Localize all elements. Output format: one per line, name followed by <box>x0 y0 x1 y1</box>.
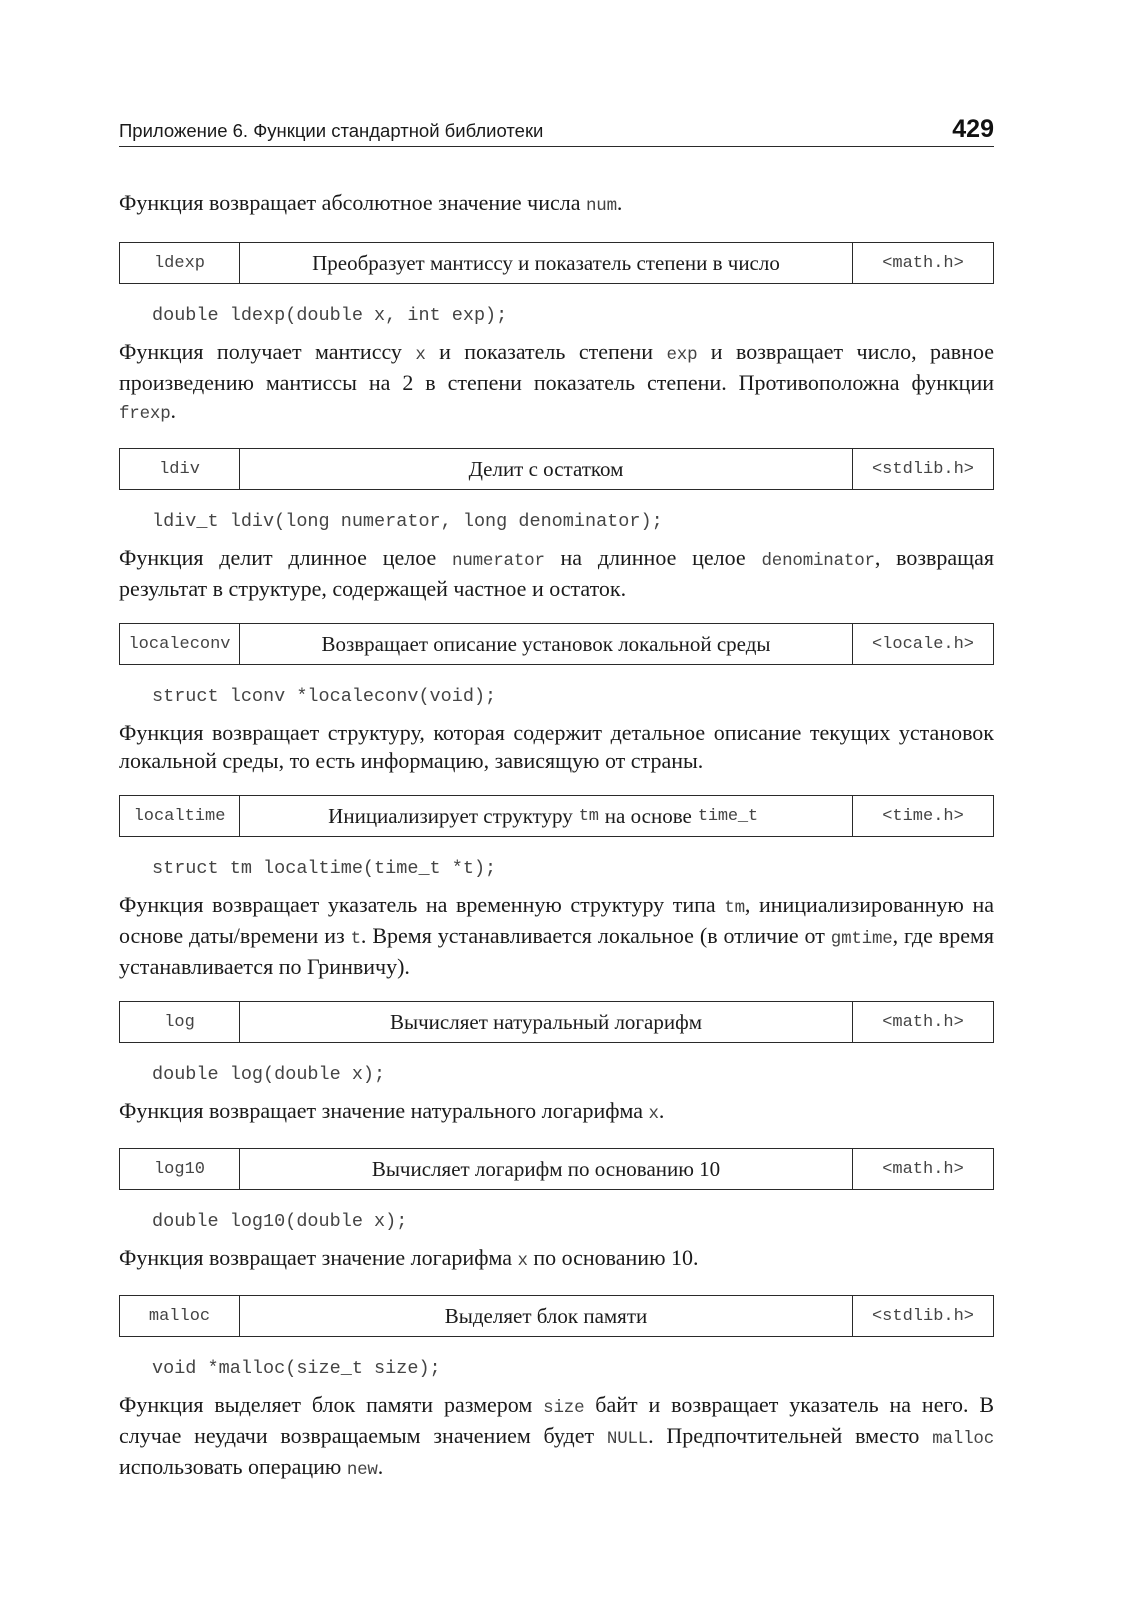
description-text: Инициализирует структуру <box>328 803 573 828</box>
function-entry-malloc <box>119 1295 994 1337</box>
function-description-paragraph <box>119 891 994 981</box>
function-header-file: <math.h> <box>882 253 964 273</box>
book-page <box>119 104 994 1484</box>
function-description: Вычисляет логарифм по основанию 10 <box>240 1149 853 1189</box>
function-header-file: <math.h> <box>882 1159 964 1179</box>
paragraph-code: gmtime <box>830 929 893 949</box>
paragraph-code: NULL <box>606 1429 649 1449</box>
paragraph-text: Функция возвращает структуру, которая содержит детальное описание текущих установок локальной среды, то есть информацию, зависящую от страны. <box>119 720 994 773</box>
paragraph-text: . <box>377 1454 384 1479</box>
function-name: log10 <box>120 1149 240 1189</box>
paragraph-code: tm <box>724 898 745 918</box>
paragraph-text: . Предпочтительней вместо <box>648 1423 933 1448</box>
function-description: Делит с остатком <box>240 449 853 489</box>
function-prototype: double ldexp(double x, int exp); <box>152 305 508 326</box>
description-code: time_t <box>697 806 758 826</box>
function-entry-log <box>119 1001 994 1043</box>
paragraph-text: , где время устанавливается по Гринвичу). <box>119 923 995 979</box>
function-name: localeconv <box>120 624 240 664</box>
function-prototype: struct lconv *localeconv(void); <box>152 686 497 707</box>
function-prototype: void *malloc(size_t size); <box>152 1358 441 1379</box>
function-prototype: double log10(double x); <box>152 1211 408 1232</box>
paragraph-text: на длинное целое <box>544 545 762 570</box>
paragraph-text: Функция выделяет блок памяти размером <box>119 1392 544 1417</box>
paragraph-text: Функция возвращает значение логарифма <box>119 1245 518 1270</box>
intro-code: num <box>585 196 617 216</box>
function-prototype: struct tm localtime(time_t *t); <box>152 858 497 879</box>
function-header-file: <stdlib.h> <box>871 459 975 479</box>
function-name: ldiv <box>120 449 240 489</box>
function-description-paragraph <box>119 1097 994 1128</box>
function-description-paragraph <box>119 1244 994 1275</box>
function-entry-localeconv <box>119 623 994 665</box>
paragraph-text: Функция делит длинное целое <box>119 545 453 570</box>
paragraph-code: malloc <box>932 1429 995 1449</box>
paragraph-text: использовать операцию <box>119 1454 347 1479</box>
intro-paragraph <box>119 189 994 220</box>
function-description-paragraph <box>119 544 994 603</box>
paragraph-text: по основанию 10. <box>527 1245 699 1270</box>
function-description: Вычисляет натуральный логарифм <box>240 1002 853 1042</box>
function-description-paragraph <box>119 719 994 775</box>
function-description: Преобразует мантиссу и показатель степени в число <box>240 243 853 283</box>
function-header-file: <locale.h> <box>871 634 975 654</box>
function-entries <box>119 242 994 1484</box>
paragraph-code: x <box>517 1251 528 1271</box>
function-description-paragraph <box>119 1391 994 1484</box>
function-prototype: ldiv_t ldiv(long numerator, long denominator); <box>152 511 663 532</box>
page-number: 429 <box>952 115 994 143</box>
paragraph-text: . <box>658 1098 665 1123</box>
paragraph-code: x <box>415 345 426 365</box>
paragraph-text: , возвращая результат в структуре, содержащей частное и остаток. <box>119 545 994 601</box>
function-header-file: <stdlib.h> <box>871 1306 975 1326</box>
paragraph-text: . Время устанавливается локальное (в отличие от <box>360 923 831 948</box>
paragraph-code: exp <box>666 345 698 365</box>
paragraph-text: Функция возвращает значение натурального логарифма <box>119 1098 649 1123</box>
function-name: log <box>120 1002 240 1042</box>
paragraph-code: x <box>648 1104 659 1124</box>
paragraph-text: и возвращает число, равное произведению мантиссы на 2 в степени показатель степени. Противоположна функции <box>119 339 994 395</box>
paragraph-code: new <box>346 1460 378 1480</box>
paragraph-code: frexp <box>119 404 171 424</box>
function-description-paragraph <box>119 338 994 428</box>
function-name: ldexp <box>120 243 240 283</box>
function-name: localtime <box>120 796 240 836</box>
intro-text-end: . <box>616 190 623 215</box>
function-entry-ldexp <box>119 242 994 284</box>
running-header <box>119 104 994 147</box>
function-entry-log10 <box>119 1148 994 1190</box>
description-code: tm <box>578 806 599 826</box>
function-header-file: <math.h> <box>882 1012 964 1032</box>
function-description: Возвращает описание установок локальной среды <box>240 624 853 664</box>
function-prototype: double log(double x); <box>152 1064 386 1085</box>
function-entry-localtime <box>119 795 994 837</box>
paragraph-code: size <box>543 1398 585 1418</box>
paragraph-text: , инициализированную на основе даты/времени из <box>119 892 994 948</box>
paragraph-code: numerator <box>452 551 545 571</box>
description-text: на основе <box>604 803 692 828</box>
running-title: Приложение 6. Функции стандартной библиотеки <box>119 120 544 141</box>
function-entry-ldiv <box>119 448 994 490</box>
paragraph-code: denominator <box>761 551 875 571</box>
paragraph-text: . <box>170 398 177 423</box>
intro-text: Функция возвращает абсолютное значение числа <box>119 190 586 215</box>
function-name: malloc <box>120 1296 240 1336</box>
paragraph-text: байт и возвращает указатель на него. В случае неудачи возвращаемым значением будет <box>119 1392 995 1448</box>
paragraph-text: Функция возвращает указатель на временную структуру типа <box>119 892 725 917</box>
function-header-file: <time.h> <box>882 806 964 826</box>
paragraph-text: Функция получает мантиссу <box>119 339 416 364</box>
function-description <box>240 796 853 836</box>
function-description: Выделяет блок памяти <box>240 1296 853 1336</box>
paragraph-code: t <box>350 929 361 949</box>
paragraph-text: и показатель степени <box>425 339 667 364</box>
